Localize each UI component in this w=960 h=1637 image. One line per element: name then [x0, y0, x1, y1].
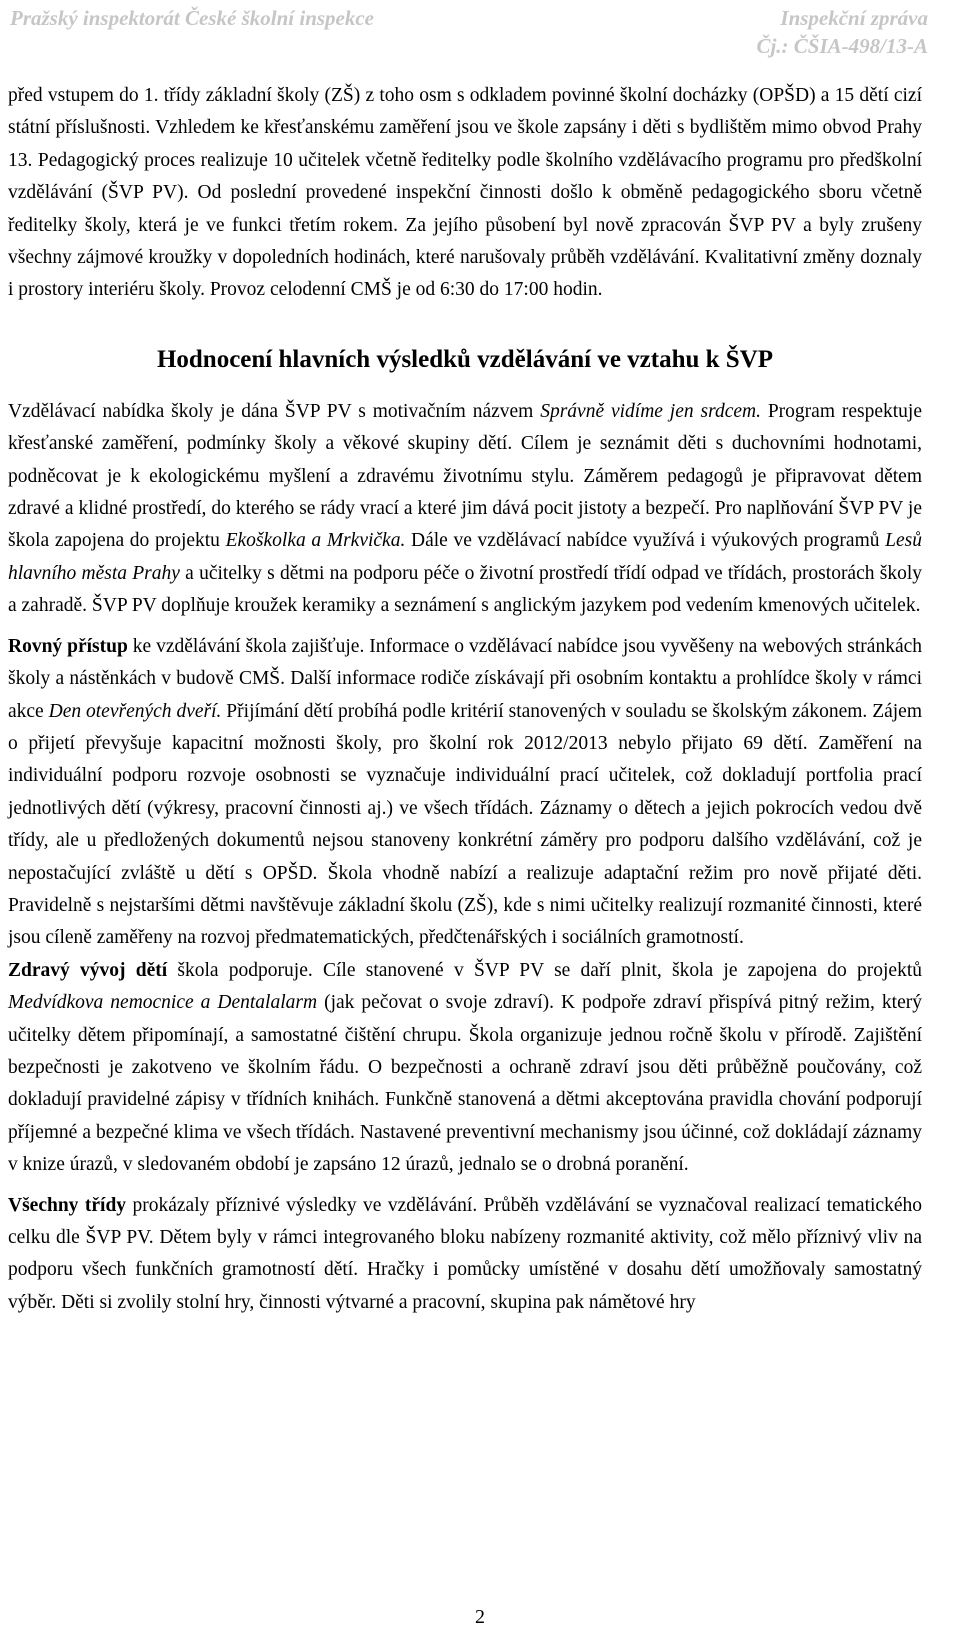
header-reference-number: Čj.: ČŠIA-498/13-A — [756, 34, 928, 58]
intro-paragraph: před vstupem do 1. třídy základní školy (ZŠ) z toho osm s odkladem povinné školní docházky (OPŠD) a 15 dětí cizí státní příslušnosti. Vzhledem ke křesťanskému zaměření jsou ve škole zapsány i děti s bydlištěm mimo obvod Prahy 13. Pedagogický proces realizuje 10 učitelek včetně ředitelky podle školního vzdělávacího programu pro předškolní vzdělávání (ŠVP PV). Od poslední provedené inspekční činnosti došlo k obměně pedagogického sboru včetně ředitelky školy, která je ve funkci třetím rokem. Za jejího působení byl nově zpracován ŠVP PV a byly zrušeny všechny zájmové kroužky v dopoledních hodinách, které narušovaly průběh vzdělávání. Kvalitativní změny doznaly i prostory interiéru školy. Provoz celodenní CMŠ je od 6:30 do 17:00 hodin. — [8, 85, 922, 301]
italic-run: Ekoškolka a Mrkvička. — [225, 530, 406, 552]
paragraph-gap — [8, 623, 922, 631]
paragraph-lead: Všechny třídy — [8, 1194, 127, 1216]
page-header — [0, 0, 960, 68]
text-run: prokázaly příznivé výsledky ve vzdělávání. Průběh vzdělávání se vyznačoval realizací tematického celku dle ŠVP PV. Dětem byly v rámci integrovaného bloku nabízeny rozmanité aktivity, což mělo příznivý vliv na podporu všech funkčních gramotností dětí. Hračky i pomůcky umístěné v dosahu dětí umožňovaly samostatný výběr. Děti si zvolily stolní hry, činnosti výtvarné a pracovní, skupina pak námětové hry — [8, 1194, 922, 1313]
header-institution: Pražský inspektorát České školní inspekce — [10, 6, 375, 30]
italic-run: Den otevřených dveří. — [48, 700, 222, 722]
section-heading: Hodnocení hlavních výsledků vzdělávání ve vztahu k ŠVP — [156, 345, 774, 373]
paragraph-gap — [8, 1182, 922, 1190]
header-report-title: Inspekční zpráva — [780, 6, 928, 30]
italic-run: Lesů hlavního města Prahy — [8, 530, 922, 584]
paragraph-vzdelavaci-nabidka — [8, 396, 922, 623]
text-run: škola podporuje. Cíle stanovené v ŠVP PV se daří plnit, škola je zapojena do projektů — [167, 959, 922, 981]
text-run: a učitelky s dětmi na podporu péče o životní prostředí třídí odpad ve třídách, prostorách školy a zahradě. ŠVP PV doplňuje kroužek keramiky a seznámení s anglickým jazykem pod vedením kmenových učitelek. — [8, 562, 923, 617]
italic-run: Správně vidíme jen srdcem. — [540, 400, 761, 422]
paragraph-rovny-pristup — [8, 631, 922, 955]
italic-run: Medvídkova nemocnice a Dentalalarm — [8, 992, 318, 1014]
paragraph-lead: Rovný přístup — [8, 635, 128, 657]
page-body — [8, 80, 922, 1319]
section-heading-wrap — [8, 307, 922, 396]
paragraph-vsechny-tridy — [8, 1190, 922, 1320]
text-run: Program respektuje křesťanské zaměření, podmínky školy a věkové skupiny dětí. Cílem je seznámit děti s duchovními hodnotami, podněcovat je k ekologickému myšlení a zdravému životnímu stylu. Záměrem pedagogů je připravovat dětem zdravé a klidné prostředí, do kterého se rády vrací a které jim dává pocit jistoty a bezpečí. Pro naplňování ŠVP PV je škola zapojena do projektu — [8, 400, 922, 552]
text-run: Přijímání dětí probíhá podle kritérií stanovených v souladu se školským zákonem. Zájem o přijetí převyšuje kapacitní možnosti školy, pro školní rok 2012/2013 nebylo přijato 69 dětí. Zaměření na individuální podporu rozvoje osobnosti se vyznačuje individuální prací učitelek, což dokladují portfolia prací jednotlivých dětí (výkresy, pracovní činnosti aj.) ve všech třídách. Záznamy o dětech a jejich pokrocích vedou dvě třídy, ale u předložených dokumentů nejsou stanoveny konkrétní záměry pro podporu dalšího vzdělávání, což je nepostačující zvláště u dětí s OPŠD. Škola vhodně nabízí a realizuje adaptační režim pro nově přijaté děti. Pravidelně s nejstaršími dětmi navštěvuje základní školu (ZŠ), kde s nimi učitelky realizují rozmanité činnosti, které jsou cíleně zaměřeny na rozvoj předmatematických, předčtenářských i sociálních gramotností. — [8, 700, 922, 949]
page-number: 2 — [475, 1606, 485, 1628]
text-run: Dále ve vzdělávací nabídce využívá i výukových programů — [405, 530, 886, 552]
text-run: ke vzdělávání škola zajišťuje. Informace o vzdělávací nabídce jsou vyvěšeny na webových stránkách školy a nástěnkách v budově CMŠ. Další informace rodiče získávají při osobním kontaktu a prohlídce školy v rámci akce — [8, 635, 923, 722]
header-document-info — [756, 4, 928, 60]
paragraph-lead: Zdravý vývoj dětí — [8, 959, 168, 981]
paragraph-zdravy-vyvoj — [8, 955, 922, 1182]
text-run: Vzdělávací nabídka školy je dána ŠVP PV s motivačním názvem — [8, 400, 541, 422]
text-run: (jak pečovat o svoje zdraví). K podpoře zdraví přispívá pitný režim, který učitelky dětem připomínají, a samostatné čištění chrupu. Škola organizuje jednou ročně školu v přírodě. Zajištění bezpečnosti je zakotveno ve školním řádu. O bezpečnosti a ochraně zdraví jsou děti průběžně poučovány, což dokladují pravidelné zápisy v třídních knihách. Funkčně stanovená a dětmi akceptována pravidla chování podporují příjemné a bezpečné klima ve všech třídách. Nastavené preventivní mechanismy jsou účinné, což dokládají záznamy v knize úrazů, v sledovaném období je zapsáno 12 úrazů, jednalo se o drobná poranění. — [8, 992, 922, 1176]
